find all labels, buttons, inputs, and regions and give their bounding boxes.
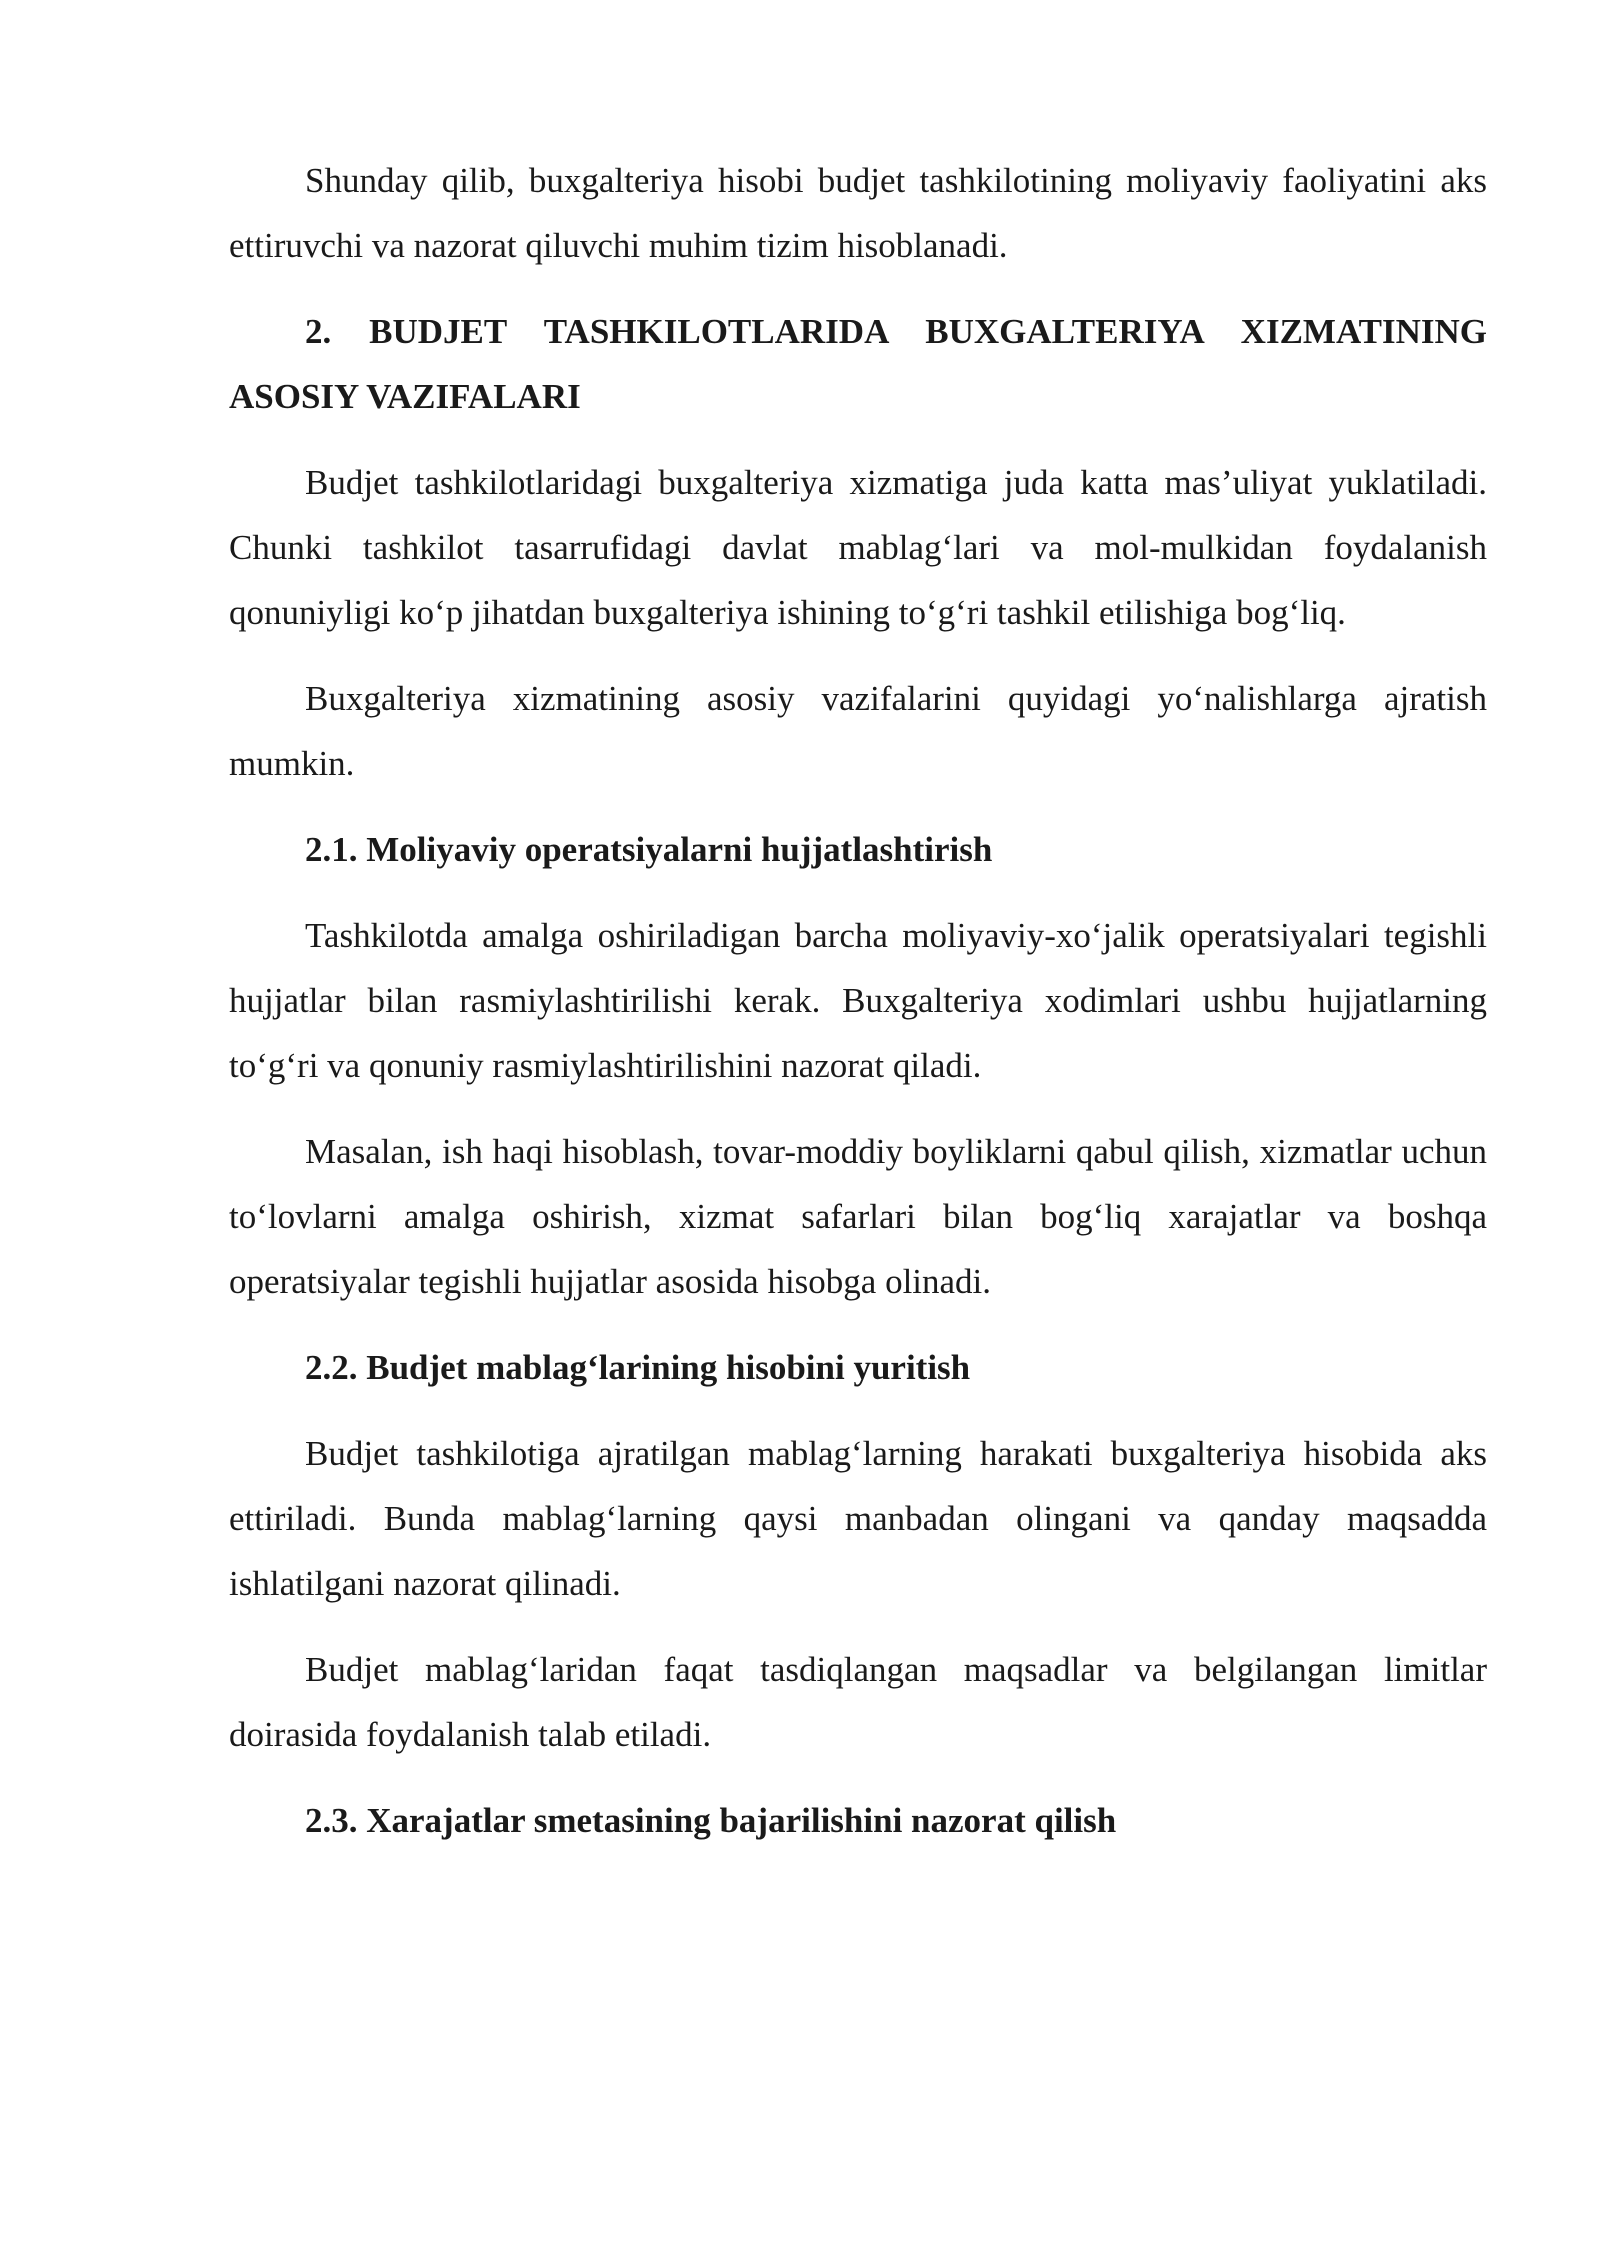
section-heading-2: 2. BUDJET TASHKILOTLARIDA BUXGALTERIYA XIZMATINING ASOSIY VAZIFALARI [229,312,1487,416]
document-page [229,148,1487,1874]
paragraph-funds-movement: Budjet tashkilotiga ajratilgan mablag‘larning harakati buxgalteriya hisobida aks ettiriladi. Bunda mablag‘larning qaysi manbadan olingani va qanday maqsadda ishlatilgani nazorat qilinadi. [229,1434,1487,1603]
subsection-heading-2-1: 2.1. Moliyaviy operatsiyalarni hujjatlashtirish [305,830,993,869]
paragraph-conclusion: Shunday qilib, buxgalteriya hisobi budjet tashkilotining moliyaviy faoliyatini aks ettiruvchi va nazorat qiluvchi muhim tizim hisoblanadi. [229,161,1487,265]
paragraph-examples: Masalan, ish haqi hisoblash, tovar-moddiy boyliklarni qabul qilish, xizmatlar uchun to‘lovlarni amalga oshirish, xizmat safarlari bilan bog‘liq xarajatlar va boshqa operatsiyalar tegishli hujjatlar asosida hisobga olinadi. [229,1132,1487,1301]
paragraph-funds-limits: Budjet mablag‘laridan faqat tasdiqlangan maqsadlar va belgilangan limitlar doirasida foydalanish talab etiladi. [229,1650,1487,1754]
paragraph-documentation: Tashkilotda amalga oshiriladigan barcha moliyaviy-xo‘jalik operatsiyalari tegishli hujjatlar bilan rasmiylashtirilishi kerak. Buxgalteriya xodimlari ushbu hujjatlarning to‘g‘ri va qonuniy rasmiylashtirilishini nazorat qiladi. [229,916,1487,1085]
paragraph-responsibility: Budjet tashkilotlaridagi buxgalteriya xizmatiga juda katta mas’uliyat yuklatiladi. Chunki tashkilot tasarrufidagi davlat mablag‘lari va mol-mulkidan foydalanish qonuniyligi ko‘p jihatdan buxgalteriya ishining to‘g‘ri tashkil etilishiga bog‘liq. [229,463,1487,632]
subsection-heading-2-3: 2.3. Xarajatlar smetasining bajarilishini nazorat qilish [305,1801,1117,1840]
paragraph-tasks-intro: Buxgalteriya xizmatining asosiy vazifalarini quyidagi yo‘nalishlarga ajratish mumkin. [229,679,1487,783]
subsection-heading-2-2: 2.2. Budjet mablag‘larining hisobini yuritish [305,1348,971,1387]
